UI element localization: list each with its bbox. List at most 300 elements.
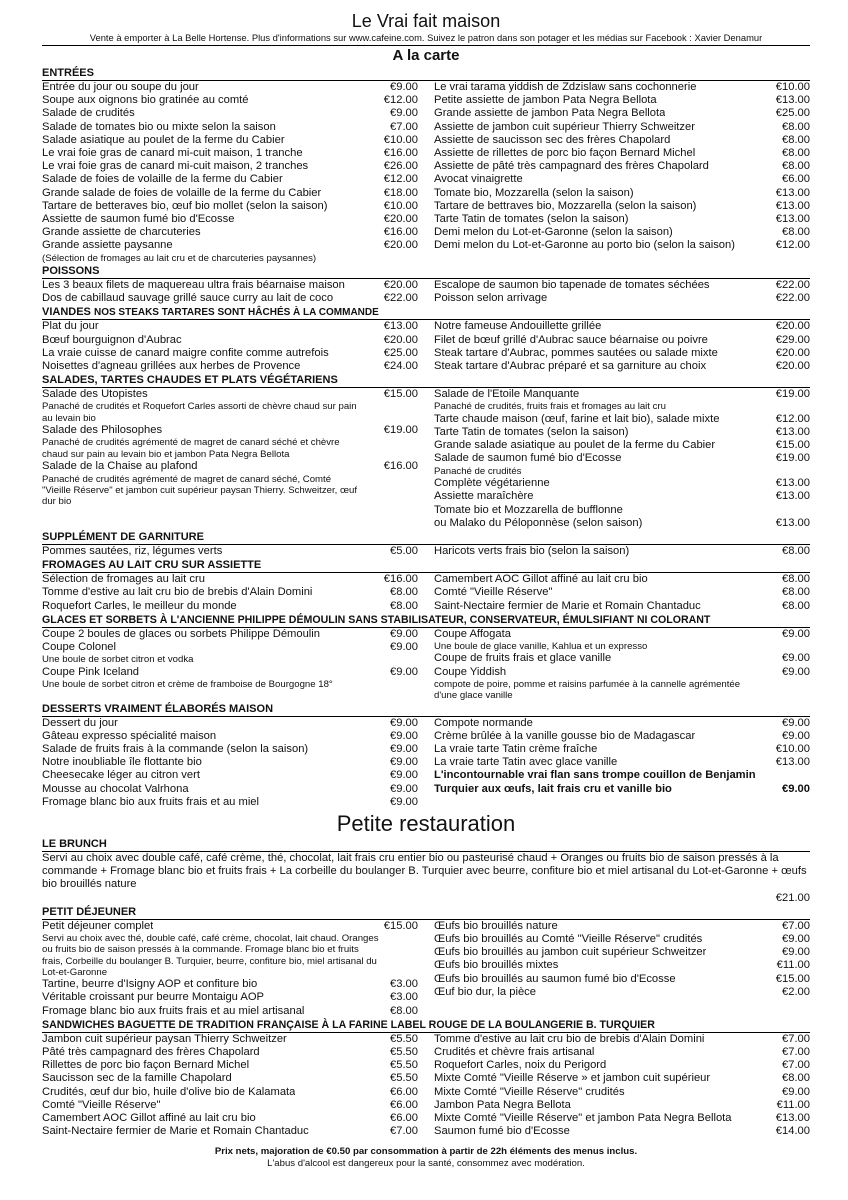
section-title: DESSERTS VRAIMENT ÉLABORÉS MAISON — [42, 703, 810, 717]
menu-column — [42, 545, 418, 558]
item-price: €19.00 — [383, 424, 418, 437]
item-name: Coupe Pink Iceland — [42, 665, 140, 678]
menu-column — [434, 545, 810, 558]
section-title: LE BRUNCH — [42, 838, 810, 852]
item-name: Haricots verts frais bio (selon la saison) — [434, 544, 630, 557]
item-price: €9.00 — [390, 729, 418, 742]
item-name: Mixte Comté "Vieille Réserve » et jambon cuit supérieur — [434, 1072, 711, 1085]
item-name: L'incontournable vrai flan sans trompe couillon de Benjamin — [434, 769, 756, 782]
item-price: €8.00 — [782, 544, 810, 557]
item-name: Complète végétarienne — [434, 477, 550, 490]
item-name: Salade de saumon fumé bio d'Ecosse — [434, 452, 622, 465]
menu-item — [434, 545, 810, 558]
menu-item — [42, 360, 418, 373]
item-name: Assiette de saucisson sec des frères Chapolard — [434, 133, 671, 146]
menu-item — [434, 946, 810, 959]
item-name: Cheesecake léger au citron vert — [42, 769, 200, 782]
menu-item — [434, 490, 810, 503]
menu-item — [434, 239, 810, 252]
item-name: Escalope de saumon bio tapenade de tomates séchées — [434, 279, 710, 292]
item-name: Tarte Tatin de tomates (selon la saison) — [434, 213, 629, 226]
item-name: Comté "Vieille Réserve" — [434, 586, 553, 599]
menu-item — [434, 743, 810, 756]
menu-item — [434, 517, 810, 530]
item-name: Bœuf bourguignon d'Aubrac — [42, 333, 182, 346]
menu-item — [434, 81, 810, 94]
item-name: Salade de fruits frais à la commande (selon la saison) — [42, 742, 309, 755]
item-price: €20.00 — [383, 213, 418, 226]
menu-item — [434, 121, 810, 134]
menu-item — [42, 641, 418, 654]
item-price: €20.00 — [775, 346, 810, 359]
item-price: €9.00 — [782, 932, 810, 945]
brunch-price: €21.00 — [775, 891, 810, 904]
item-name: Crudités, œuf dur bio, huile d'olive bio de Kalamata — [42, 1085, 296, 1098]
item-name: Salade asiatique au poulet de la ferme du Cabier — [42, 133, 285, 146]
menu-item — [42, 783, 418, 796]
item-price: €9.00 — [390, 795, 418, 808]
menu-item — [42, 213, 418, 226]
menu-item — [434, 783, 810, 796]
item-price: €9.00 — [390, 782, 418, 795]
item-description: Une boule de glace vanille, Kahlua et un expresso — [434, 640, 648, 652]
item-price: €25.00 — [775, 107, 810, 120]
menu-item — [434, 1033, 810, 1046]
item-name: Comté "Vieille Réserve" — [42, 1098, 161, 1111]
menu-item — [434, 573, 810, 586]
menu-item — [434, 1072, 810, 1085]
menu-item — [434, 439, 810, 452]
menu-item — [42, 226, 418, 239]
item-price: €7.00 — [782, 919, 810, 932]
item-price: €13.00 — [775, 1112, 810, 1124]
item-name: Tarte chaude maison (œuf, farine et lait bio), salade mixte — [434, 412, 720, 425]
item-name: Œufs bio brouillés mixtes — [434, 959, 559, 972]
menu-item — [434, 600, 810, 613]
item-name: Fromage blanc bio aux fruits frais et au miel artisanal — [42, 1004, 305, 1017]
item-price: €9.00 — [390, 640, 418, 653]
item-description: Une boule de sorbet citron et crème de framboise de Bourgogne 18° — [42, 678, 333, 690]
item-name: Grande assiette de jambon Pata Negra Bellota — [434, 107, 666, 120]
item-description: Panaché de crudités, fruits frais et fromages au lait cru — [434, 401, 666, 413]
item-name: Soupe aux oignons bio gratinée au comté — [42, 94, 249, 107]
item-price: €10.00 — [383, 199, 418, 212]
item-name: Entrée du jour ou soupe du jour — [42, 81, 199, 93]
menu-item — [42, 1072, 418, 1085]
menu-item — [434, 187, 810, 200]
item-price: €5.50 — [390, 1045, 418, 1058]
menu-title: Le Vrai fait maison — [351, 11, 501, 31]
item-name: Notre inoubliable île flottante bio — [42, 756, 202, 769]
section-title: SANDWICHES BAGUETTE DE TRADITION FRANÇAISE À LA FARINE LABEL ROUGE DE LA BOULANGERIE B. TURQUIER — [42, 1019, 810, 1033]
item-price: €13.00 — [775, 477, 810, 490]
menu-column — [42, 81, 418, 264]
item-price: €9.00 — [390, 81, 418, 93]
item-name: Assiette de jambon cuit supérieur Thierry Schweitzer — [434, 120, 695, 133]
item-name: Tomme d'estive au lait cru bio de brebis d'Alain Domini — [42, 586, 313, 599]
menu-page — [42, 10, 810, 1170]
section-glaces — [42, 614, 810, 702]
menu-item — [42, 991, 418, 1004]
item-price: €6.00 — [390, 1085, 418, 1098]
section-desserts — [42, 703, 810, 809]
item-price: €20.00 — [383, 279, 418, 292]
item-name: Salade de foies de volaille de la ferme du Cabier — [42, 173, 283, 186]
section-poissons — [42, 265, 810, 305]
menu-item — [434, 426, 810, 439]
item-name: La vraie cuisse de canard maigre confite comme autrefois — [42, 346, 329, 359]
item-name: Crudités et chèvre frais artisanal — [434, 1045, 595, 1058]
item-price: €3.00 — [390, 978, 418, 991]
menu-item — [42, 666, 418, 679]
item-description: compote de poire, pomme et raisins parfumée à la cannelle agrémentée d'une glace vanille — [434, 678, 741, 702]
menu-item — [434, 347, 810, 360]
item-price: €12.00 — [775, 239, 810, 252]
item-name: Tomate bio, Mozzarella (selon la saison) — [434, 186, 634, 199]
menu-item — [42, 743, 418, 756]
item-price: €16.00 — [383, 460, 418, 473]
item-name: Grande assiette paysanne — [42, 239, 173, 252]
item-price: €8.00 — [782, 226, 810, 239]
item-price: €13.00 — [775, 426, 810, 439]
item-name: Crème brûlée à la vanille gousse bio de Madagascar — [434, 729, 696, 742]
menu-item — [434, 986, 810, 999]
menu-column — [434, 920, 810, 1018]
item-name: Plat du jour — [42, 320, 99, 333]
footer-alcohol-note: L'abus d'alcool est dangereux pour la santé, consommez avec modération. — [267, 1158, 585, 1170]
item-name: Demi melon du Lot-et-Garonne (selon la saison) — [434, 226, 673, 239]
section-title: FROMAGES AU LAIT CRU SUR ASSIETTE — [42, 559, 810, 573]
item-price: €9.00 — [782, 665, 810, 678]
item-price: €12.00 — [383, 94, 418, 107]
menu-item — [434, 292, 810, 305]
menu-item — [434, 477, 810, 490]
menu-item — [434, 388, 810, 401]
menu-item — [42, 107, 418, 120]
menu-item — [42, 320, 418, 333]
menu-item — [434, 1046, 810, 1059]
menu-item — [42, 187, 418, 200]
item-name: Steak tartare d'Aubrac, pommes sautées ou salade mixte — [434, 346, 718, 359]
item-price: €2.00 — [782, 985, 810, 998]
item-price: €9.00 — [390, 769, 418, 782]
item-name: La vraie tarte Tatin crème fraîche — [434, 742, 598, 755]
item-price: €13.00 — [383, 320, 418, 333]
section-sandwiches — [42, 1019, 810, 1139]
item-price: €13.00 — [775, 186, 810, 199]
menu-item — [434, 134, 810, 147]
menu-column — [434, 388, 810, 530]
item-price: €9.00 — [782, 1085, 810, 1098]
menu-item — [434, 1059, 810, 1072]
item-name: Assiette de rillettes de porc bio façon Bernard Michel — [434, 147, 696, 160]
item-price: €8.00 — [782, 573, 810, 586]
menu-item — [434, 652, 810, 665]
menu-item — [42, 81, 418, 94]
item-description: Panaché de crudités agrémenté de magret de canard séché, Comté "Vieille Réserve" et jambon cuit supérieur paysan Thierry. Schweitzer, œuf dur bio — [42, 473, 358, 508]
item-price: €22.00 — [775, 292, 810, 305]
menu-item — [42, 147, 418, 160]
menu-item — [42, 460, 418, 473]
item-price: €8.00 — [782, 586, 810, 599]
item-price: €10.00 — [775, 742, 810, 755]
item-name: Rillettes de porc bio façon Bernard Michel — [42, 1059, 250, 1072]
item-price: €8.00 — [782, 147, 810, 160]
item-name: Demi melon du Lot-et-Garonne au porto bio (selon la saison) — [434, 239, 735, 252]
item-price: €8.00 — [782, 599, 810, 612]
section-brunch — [42, 838, 810, 905]
menu-item — [434, 160, 810, 173]
item-price: €15.00 — [383, 388, 418, 401]
menu-item — [42, 769, 418, 782]
menu-item — [434, 769, 810, 782]
item-name: Coupe 2 boules de glaces ou sorbets Philippe Démoulin — [42, 627, 320, 640]
menu-item — [42, 173, 418, 186]
item-name: Filet de bœuf grillé d'Aubrac sauce béarnaise ou poivre — [434, 333, 708, 346]
item-name: Tartare de bettraves bio, Mozzarella (selon la saison) — [434, 199, 697, 212]
item-name: Tomate bio et Mozzarella de bufflonne — [434, 503, 623, 516]
item-price: €15.00 — [775, 972, 810, 985]
menu-item — [434, 628, 810, 641]
item-price: €9.00 — [390, 716, 418, 729]
menu-item — [42, 1099, 418, 1112]
item-price: €9.00 — [390, 742, 418, 755]
item-price: €9.00 — [782, 627, 810, 640]
menu-column — [434, 279, 810, 305]
item-price: €13.00 — [775, 516, 810, 529]
item-description: Servi au choix avec thé, double café, café crème, chocolat, lait chaud. Oranges ou fruits bio de saison pressés à la commande. Fromage blanc bio et fruits frais, Corbeille du boulanger B. Turquier, beurre, confiture bio, miel artisanal du Lot-et-Garonne — [42, 932, 379, 978]
item-price: €7.00 — [782, 1045, 810, 1058]
item-name: Dessert du jour — [42, 716, 118, 729]
item-name: Tartare de betteraves bio, œuf bio mollet (selon la saison) — [42, 199, 328, 212]
item-name: Jambon Pata Negra Bellota — [434, 1098, 571, 1111]
item-description: Panaché de crudités agrémenté de magret de canard séché et chèvre chaud sur pain au levain bio et jambon Pata Negra Bellota — [42, 437, 340, 460]
item-name: Roquefort Carles, le meilleur du monde — [42, 599, 237, 612]
menu-item — [42, 628, 418, 641]
item-name: Mousse au chocolat Valrhona — [42, 782, 189, 795]
menu-column — [434, 628, 810, 702]
item-name: Tarte Tatin de tomates (selon la saison) — [434, 426, 629, 439]
menu-item — [42, 200, 418, 213]
item-price: €5.50 — [390, 1059, 418, 1072]
menu-item — [42, 1005, 418, 1018]
menu-item — [434, 1112, 810, 1125]
item-name: Petite assiette de jambon Pata Negra Bellota — [434, 94, 657, 107]
item-price: €13.00 — [775, 199, 810, 212]
item-price: €9.00 — [390, 665, 418, 678]
item-price: €7.00 — [390, 1125, 418, 1138]
item-name: Coupe Affogata — [434, 627, 511, 640]
section-title: POISSONS — [42, 265, 810, 279]
item-price: €6.00 — [390, 1098, 418, 1111]
item-price: €3.00 — [390, 991, 418, 1004]
section-title: GLACES ET SORBETS À L'ANCIENNE PHILIPPE DÉMOULIN SANS STABILISATEUR, CONSERVATEUR, ÉMULSIFIANT NI COLORANT — [42, 614, 810, 628]
item-name: Notre fameuse Andouillette grillée — [434, 320, 602, 333]
item-price: €8.00 — [390, 599, 418, 612]
menu-item — [42, 756, 418, 769]
item-price: €22.00 — [383, 292, 418, 305]
menu-item — [42, 586, 418, 599]
item-name: Gâteau expresso spécialité maison — [42, 729, 217, 742]
menu-item — [42, 239, 418, 252]
item-price: €15.00 — [383, 919, 418, 932]
item-price: €24.00 — [383, 360, 418, 373]
item-name: Pommes sautées, riz, légumes verts — [42, 544, 223, 557]
menu-item — [434, 226, 810, 239]
menu-item — [434, 413, 810, 426]
menu-item — [42, 978, 418, 991]
item-price: €13.00 — [775, 94, 810, 107]
section-fromages — [42, 559, 810, 613]
item-description: Panaché de crudités et Roquefort Carles assorti de chèvre chaud sur pain au levain bio — [42, 401, 357, 424]
item-price: €5.50 — [390, 1072, 418, 1085]
section-title: VIANDES NOS STEAKS TARTARES SONT HÂCHÉS À LA COMMANDE — [42, 306, 810, 320]
menu-column — [42, 717, 418, 809]
item-name: Le vrai foie gras de canard mi-cuit maison, 1 tranche — [42, 147, 303, 160]
menu-item — [42, 1033, 418, 1046]
menu-column — [42, 628, 418, 702]
item-name: Salade des Utopistes — [42, 388, 148, 401]
menu-item — [42, 1046, 418, 1059]
footer-prices-note: Prix nets, majoration de €0.50 par consommation à partir de 22h éléments des menus inclus. — [214, 1146, 638, 1158]
menu-item — [42, 600, 418, 613]
item-price: €8.00 — [390, 1004, 418, 1017]
item-price: €8.00 — [782, 133, 810, 146]
item-name: La vraie tarte Tatin avec glace vanille — [434, 756, 618, 769]
menu-item — [42, 717, 418, 730]
menu-item — [42, 424, 418, 437]
item-name: Coupe de fruits frais et glace vanille — [434, 652, 612, 665]
item-name: Tomme d'estive au lait cru bio de brebis d'Alain Domini — [434, 1032, 705, 1045]
item-price: €20.00 — [383, 333, 418, 346]
item-name: Pâté très campagnard des frères Chapolard — [42, 1045, 260, 1058]
menu-item — [42, 1125, 418, 1138]
item-price: €19.00 — [775, 388, 810, 401]
item-name: Œufs bio brouillés au Comté "Vieille Réserve" crudités — [434, 932, 703, 945]
item-price: €7.00 — [390, 120, 418, 133]
section-title: SALADES, TARTES CHAUDES ET PLATS VÉGÉTARIENS — [42, 374, 810, 388]
item-name: Noisettes d'agneau grillées aux herbes de Provence — [42, 360, 301, 373]
item-price: €11.00 — [776, 1098, 810, 1111]
brunch-price-row — [42, 892, 810, 905]
item-name: Avocat vinaigrette — [434, 173, 523, 186]
item-price: €12.00 — [383, 173, 418, 186]
menu-item — [42, 730, 418, 743]
item-name: Véritable croissant pur beurre Montaigu AOP — [42, 991, 265, 1004]
item-price: €13.00 — [775, 213, 810, 226]
section-note: NOS STEAKS TARTARES SONT HÂCHÉS À LA COMMANDE — [93, 307, 379, 319]
menu-item — [42, 1059, 418, 1072]
item-price: €20.00 — [775, 360, 810, 373]
item-name: Assiette maraîchère — [434, 490, 534, 503]
item-name: Saucisson sec de la famille Chapolard — [42, 1072, 232, 1085]
menu-column — [434, 81, 810, 264]
menu-column — [434, 717, 810, 809]
menu-item — [434, 107, 810, 120]
item-price: €26.00 — [383, 160, 418, 173]
item-price: €15.00 — [775, 439, 810, 452]
item-price: €8.00 — [782, 160, 810, 173]
item-price: €6.00 — [782, 173, 810, 186]
menu-column — [42, 320, 418, 373]
item-description: (Sélection de fromages au lait cru et de charcuteries paysannes) — [42, 252, 317, 264]
menu-column — [42, 1033, 418, 1139]
item-name: Mixte Comté "Vieille Réserve" crudités — [434, 1085, 625, 1098]
menu-item — [434, 959, 810, 972]
section-viandes — [42, 306, 810, 373]
menu-column — [434, 1033, 810, 1139]
item-price: €9.00 — [782, 716, 810, 729]
item-description: Une boule de sorbet citron et vodka — [42, 654, 194, 666]
brunch-description: Servi au choix avec double café, café crème, thé, chocolat, lait frais cru entier bio ou pasteurisé chaud + Oranges ou fruits bio de saison pressés à la commande + Fromage blanc bio et fruits frais + La corbeille du boulanger B. Turquier avec beurre, confiture bio et miel artisanal du Lot-et-Garonne + œufs bio brouillés nature — [42, 851, 807, 891]
menu-item — [42, 347, 418, 360]
item-name: Salade de l'Etoile Manquante — [434, 388, 580, 401]
section-supplement — [42, 531, 810, 558]
item-name: Grande salade de foies de volaille de la ferme du Cabier — [42, 186, 322, 199]
item-name: Steak tartare d'Aubrac préparé et sa garniture au choix — [434, 360, 707, 373]
menu-item — [434, 586, 810, 599]
item-name: Œuf bio dur, la pièce — [434, 985, 536, 998]
item-name: Poisson selon arrivage — [434, 292, 548, 305]
menu-item — [434, 717, 810, 730]
menu-item — [42, 388, 418, 401]
menu-item — [434, 933, 810, 946]
menu-item — [434, 452, 810, 465]
menu-item — [42, 796, 418, 809]
menu-item — [434, 1125, 810, 1138]
menu-item — [434, 666, 810, 679]
menu-item — [42, 279, 418, 292]
item-name: Jambon cuit supérieur paysan Thierry Schweitzer — [42, 1032, 287, 1045]
item-price: €16.00 — [383, 147, 418, 160]
item-name: Saint-Nectaire fermier de Marie et Romain Chantaduc — [42, 1125, 309, 1138]
menu-column — [434, 320, 810, 373]
menu-item — [42, 573, 418, 586]
item-price: €6.00 — [390, 1112, 418, 1124]
menu-item — [42, 1086, 418, 1099]
item-price: €7.00 — [782, 1059, 810, 1072]
menu-item — [434, 1086, 810, 1099]
petite-restauration-heading: Petite restauration — [336, 810, 516, 836]
menu-item — [434, 756, 810, 769]
item-price: €12.00 — [775, 412, 810, 425]
item-name: Œufs bio brouillés nature — [434, 919, 558, 932]
item-price: €5.50 — [390, 1032, 418, 1045]
item-name: Grande salade asiatique au poulet de la ferme du Cabier — [434, 439, 716, 452]
menu-item — [434, 173, 810, 186]
item-name: Salade de tomates bio ou mixte selon la saison — [42, 120, 276, 133]
item-description: Panaché de crudités — [434, 465, 522, 477]
item-price: €25.00 — [383, 346, 418, 359]
menu-item — [434, 360, 810, 373]
item-name: Œufs bio brouillés au jambon cuit supérieur Schweitzer — [434, 946, 707, 959]
item-price: €11.00 — [776, 959, 810, 972]
menu-column — [42, 279, 418, 305]
item-price: €9.00 — [782, 782, 810, 795]
item-price: €9.00 — [782, 652, 810, 665]
menu-item — [434, 320, 810, 333]
item-name: Coupe Yiddish — [434, 665, 507, 678]
item-price: €9.00 — [390, 756, 418, 769]
item-name: Salade des Philosophes — [42, 424, 163, 437]
item-price: €9.00 — [782, 729, 810, 742]
menu-item — [434, 279, 810, 292]
section-title: PETIT DÉJEUNER — [42, 906, 810, 920]
item-name: Tartine, beurre d'Isigny AOP et confiture bio — [42, 978, 258, 991]
section-title: ENTRÉES — [42, 67, 810, 81]
item-name: Les 3 beaux filets de maquereau ultra frais béarnaise maison — [42, 279, 345, 292]
item-name: Salade de la Chaise au plafond — [42, 460, 198, 473]
